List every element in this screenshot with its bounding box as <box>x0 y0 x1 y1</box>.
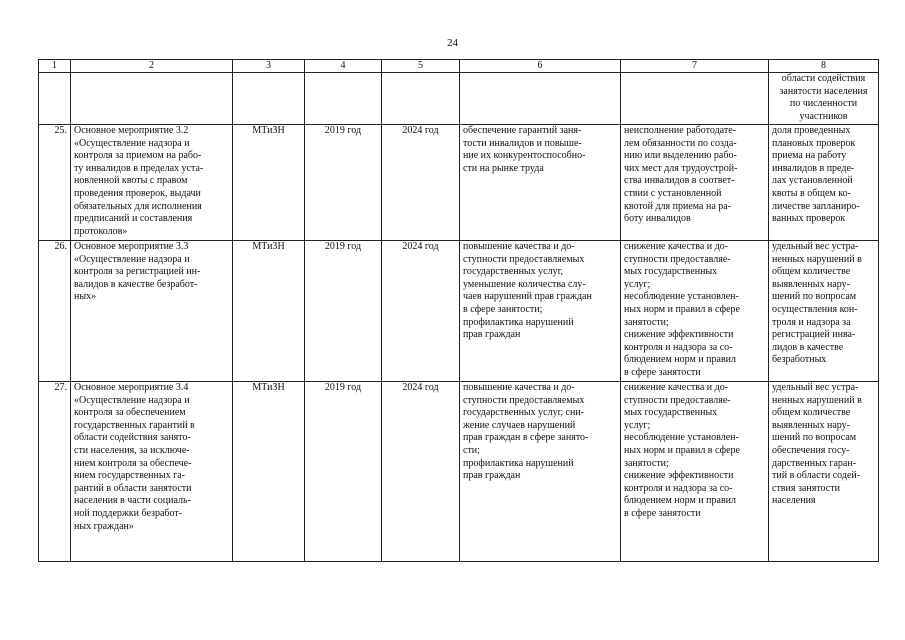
executor-cell: МТиЗН <box>233 241 305 382</box>
end-year-cell: 2024 год <box>382 241 460 382</box>
consequences-cell: снижение качества и до- ступности предоставляе- мых государственных услуг; несоблюдение установлен- ных норм и правил в сфере занятости; снижение эффективности контроля и надзора за со- блюдением норм и правил в сфере занятости <box>621 241 769 382</box>
consequences-cell: снижение качества и до- ступности предоставляе- мых государственных услуг; несоблюдение установлен- ных норм и правил в сфере занятости; снижение эффективности контроля и надзора за со- блюдением норм и правил в сфере занятости <box>621 382 769 562</box>
row-number: 27. <box>39 382 71 562</box>
row-number: 25. <box>39 125 71 241</box>
cell-empty <box>305 73 382 125</box>
result-cell: повышение качества и до- ступности предоставляемых государственных услуг, сни- жение случаев нарушений прав граждан в сфере занято- сти; профилактика нарушений прав граждан <box>460 382 621 562</box>
row-number: 26. <box>39 241 71 382</box>
indicator-cell: удельный вес устра- ненных нарушений в общем количестве выявленных нару- шений по вопросам осуществления кон- троля и надзора за регистрацией инва- лидов в качестве безработных <box>769 241 879 382</box>
table-row <box>39 125 879 241</box>
end-year-cell: 2024 год <box>382 382 460 562</box>
result-cell: повышение качества и до- ступности предоставляемых государственных услуг, уменьшение количества слу- чаев нарушений прав граждан в сфере занятости; профилактика нарушений прав граждан <box>460 241 621 382</box>
start-year-cell: 2019 год <box>305 241 382 382</box>
executor-cell: МТиЗН <box>233 125 305 241</box>
column-number-2: 2 <box>71 60 233 73</box>
consequences-cell: неисполнение работодате- лем обязанности по созда- нию или выделению рабо- чих мест для трудоустрой- ства инвалидов в соответ- ствии с установленной квотой для приема на ра- боту инвалидов <box>621 125 769 241</box>
cell-empty <box>39 73 71 125</box>
cell-empty <box>71 73 233 125</box>
continuation-row <box>39 73 879 125</box>
start-year-cell: 2019 год <box>305 382 382 562</box>
column-number-8: 8 <box>769 60 879 73</box>
column-number-5: 5 <box>382 60 460 73</box>
column-number-3: 3 <box>233 60 305 73</box>
table-row <box>39 241 879 382</box>
page-number: 24 <box>447 37 458 49</box>
end-year-cell: 2024 год <box>382 125 460 241</box>
column-number-7: 7 <box>621 60 769 73</box>
measures-table <box>38 59 879 562</box>
cell-empty <box>382 73 460 125</box>
column-number-4: 4 <box>305 60 382 73</box>
activity-cell: Основное мероприятие 3.2 «Осуществление надзора и контроля за приемом на рабо- ту инвалидов в пределах уста- новленной квоты с правом проведения проверок, выдачи обязательных для исполнения предписаний и составления протоколов» <box>71 125 233 241</box>
activity-cell: Основное мероприятие 3.4 «Осуществление надзора и контроля за обеспечением государственных гарантий в области содействия занято- сти населения, за исключе- нием контроля за обеспече- нием государственных га- рантий в области занятости населения в части социаль- ной поддержки безработ- ных граждан» <box>71 382 233 562</box>
cell-empty <box>233 73 305 125</box>
result-cell: обеспечение гарантий заня- тости инвалидов и повыше- ние их конкурентоспособно- сти на рынке труда <box>460 125 621 241</box>
column-number-1: 1 <box>39 60 71 73</box>
column-number-6: 6 <box>460 60 621 73</box>
executor-cell: МТиЗН <box>233 382 305 562</box>
indicator-continuation: области содействия занятости населения по численности участников <box>769 73 879 125</box>
activity-cell: Основное мероприятие 3.3 «Осуществление надзора и контроля за регистрацией ин- валидов в качестве безработ- ных» <box>71 241 233 382</box>
indicator-cell: удельный вес устра- ненных нарушений в общем количестве выявленных нару- шений по вопросам обеспечения госу- дарственных гаран- тий в области содей- ствия занятости населения <box>769 382 879 562</box>
table-row <box>39 382 879 562</box>
indicator-cell: доля проведенных плановых проверок приема на работу инвалидов в преде- лах установленной квоты в общем ко- личестве запланиро- ванных проверок <box>769 125 879 241</box>
table-header-row <box>39 60 879 73</box>
cell-empty <box>460 73 621 125</box>
cell-empty <box>621 73 769 125</box>
start-year-cell: 2019 год <box>305 125 382 241</box>
